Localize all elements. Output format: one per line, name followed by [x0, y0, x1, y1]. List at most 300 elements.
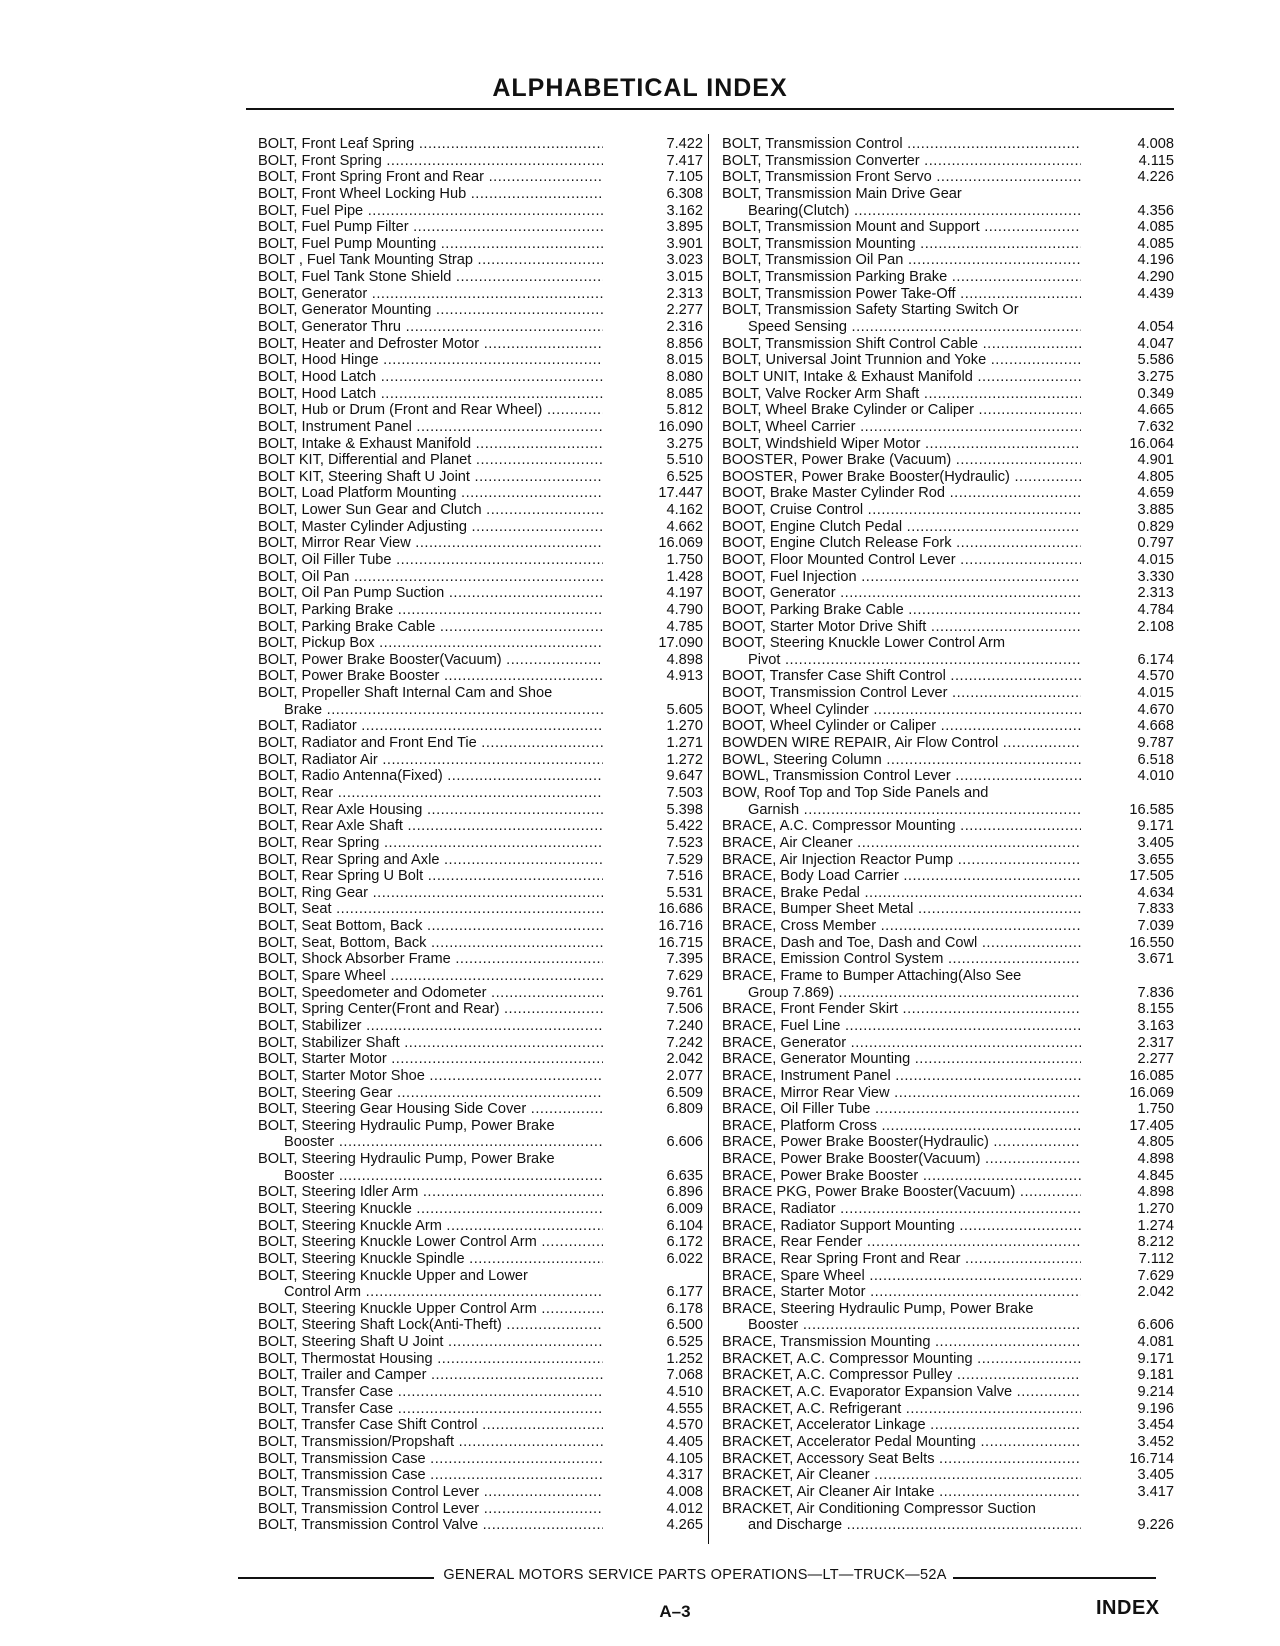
index-entry-text: BRACE, Starter Motor ..... [722, 1284, 1081, 1301]
index-entry-text: BOLT, Radiator Air ..... [258, 752, 603, 769]
index-entry-text: BOLT, Steering Knuckle Upper and Lower [258, 1267, 528, 1284]
index-entry-page: 7.417 [666, 152, 703, 169]
index-entry-page: 4.054 [1137, 319, 1174, 336]
footer-rule-left [238, 1577, 434, 1579]
index-entry [722, 436, 1174, 453]
index-entry-page: 4.662 [666, 518, 703, 535]
index-entry-text: BOLT, Generator Thru ..... [258, 319, 603, 336]
index-entry [258, 402, 703, 419]
index-entry [722, 968, 1174, 985]
index-entry [722, 569, 1174, 586]
index-entry [722, 985, 1174, 1002]
index-entry [722, 186, 1174, 203]
index-entry-page: 17.090 [658, 635, 703, 652]
index-entry-text: BOLT, Transmission Mount and Support ..... [722, 219, 1081, 236]
index-entry-text: BOLT, Rear Spring U Bolt ..... [258, 868, 603, 885]
index-entry [722, 252, 1174, 269]
index-entry [722, 369, 1174, 386]
index-entry-text: BOLT, Windshield Wiper Motor ..... [722, 436, 1081, 453]
index-entry [258, 252, 703, 269]
index-entry-text: BOLT, Shock Absorber Frame ..... [258, 951, 603, 968]
index-entry-text: BOLT, Seat ..... [258, 901, 603, 918]
index-entry-text: BOLT, Fuel Pump Filter ..... [258, 219, 603, 236]
index-entry-page: 4.197 [666, 585, 703, 602]
index-entry [258, 951, 703, 968]
index-entry-page: 6.606 [1137, 1317, 1174, 1334]
index-entry-text: BOLT, Rear ..... [258, 785, 603, 802]
index-entry [722, 1051, 1174, 1068]
index-entry-text: BRACKET, A.C. Compressor Mounting ..... [722, 1351, 1081, 1368]
index-entry-page: 1.750 [666, 552, 703, 568]
index-entry-text: BOLT, Transfer Case ..... [258, 1401, 603, 1418]
index-entry [258, 1051, 703, 1068]
index-entry-text: BOOT, Steering Knuckle Lower Control Arm [722, 635, 1006, 652]
index-entry-page: 3.275 [1137, 368, 1174, 385]
index-entry-text: BRACE, Generator Mounting ..... [722, 1051, 1081, 1068]
index-entry [258, 818, 703, 835]
index-entry-page: 4.012 [666, 1500, 703, 1517]
index-entry-text: BRACE, Bumper Sheet Metal ..... [722, 901, 1081, 918]
index-entry-text: BRACE, Platform Cross ..... [722, 1118, 1081, 1135]
index-entry-text: BOLT, Transmission Main Drive Gear [722, 185, 962, 202]
index-entry-text: BRACKET, A.C. Refrigerant ..... [722, 1401, 1081, 1418]
index-entry-text: BOLT, Transmission Safety Starting Switch Or [722, 302, 1019, 319]
index-entry-text: BOOT, Transfer Case Shift Control ..... [722, 668, 1081, 685]
index-entry-text: BOLT, Transmission Converter ..... [722, 153, 1081, 170]
index-entry-page: 16.085 [1129, 1067, 1174, 1084]
index-entry [722, 669, 1174, 686]
index-entry-text: BOLT, Transmission Case ..... [258, 1451, 603, 1468]
index-entry [258, 319, 703, 336]
index-entry [258, 918, 703, 935]
index-entry-page: 4.510 [666, 1384, 703, 1401]
index-entry-text: BOWL, Transmission Control Lever ..... [722, 768, 1081, 785]
index-entry-page: 17.505 [1129, 868, 1174, 885]
index-entry-text: BOLT, Transmission Front Servo ..... [722, 169, 1081, 186]
index-entry-text: BOLT, Stabilizer Shaft ..... [258, 1035, 603, 1052]
index-entry-page: 4.898 [1137, 1184, 1174, 1201]
index-entry [722, 169, 1174, 186]
index-entry [258, 602, 703, 619]
index-entry [258, 1451, 703, 1468]
index-entry [722, 752, 1174, 769]
index-entry [258, 785, 703, 802]
index-entry-page: 0.829 [1137, 518, 1174, 535]
index-entry [258, 718, 703, 735]
index-entry [722, 286, 1174, 303]
index-entry-page: 6.104 [666, 1217, 703, 1234]
index-entry-page: 9.196 [1137, 1400, 1174, 1417]
index-entry-page: 16.714 [1129, 1450, 1174, 1467]
index-entry-text: BOLT, Rear Axle Shaft ..... [258, 818, 603, 835]
index-entry-page: 6.178 [666, 1300, 703, 1317]
index-entry [258, 985, 703, 1002]
index-entry [722, 1301, 1174, 1318]
index-entry-text: BOLT, Load Platform Mounting ..... [258, 485, 603, 502]
index-entry-text: BRACE, Body Load Carrier ..... [722, 868, 1081, 885]
index-entry [258, 1151, 703, 1168]
index-entry [258, 1284, 703, 1301]
index-entry [258, 519, 703, 536]
index-entry-page: 4.317 [666, 1467, 703, 1484]
index-entry-text: BOLT, Fuel Pipe ..... [258, 203, 603, 220]
index-entry [258, 619, 703, 636]
index-entry-page: 5.510 [666, 452, 703, 469]
index-column-right [722, 136, 1174, 1534]
index-entry [722, 1484, 1174, 1501]
index-entry-text: BRACE, Power Brake Booster(Hydraulic) ..... [722, 1134, 1081, 1151]
index-entry-text: Garnish ..... [722, 802, 1081, 819]
index-entry [722, 951, 1174, 968]
index-entry-page: 4.008 [666, 1483, 703, 1500]
index-entry [258, 369, 703, 386]
index-entry-page: 4.805 [1137, 1134, 1174, 1151]
index-entry-page: 4.845 [1137, 1167, 1174, 1184]
index-entry-text: BOOT, Brake Master Cylinder Rod ..... [722, 485, 1081, 502]
index-entry-text: BRACE, Radiator Support Mounting ..... [722, 1218, 1081, 1235]
index-entry [722, 585, 1174, 602]
index-entry-text: BOLT, Hood Hinge ..... [258, 352, 603, 369]
index-entry-page: 4.901 [1137, 452, 1174, 469]
index-entry [258, 485, 703, 502]
index-entry-text: BOLT, Steering Gear Housing Side Cover ..... [258, 1101, 603, 1118]
index-entry-text: BOLT, Spring Center(Front and Rear) ..... [258, 1001, 603, 1018]
index-entry-text: BOLT, Oil Pan Pump Suction ..... [258, 585, 603, 602]
index-entry-page: 4.047 [1137, 335, 1174, 352]
index-entry-page: 2.042 [666, 1051, 703, 1068]
index-entry-page: 4.805 [1137, 468, 1174, 485]
index-entry-page: 6.518 [1137, 751, 1174, 768]
index-entry-page: 3.163 [1137, 1017, 1174, 1034]
index-entry [258, 136, 703, 153]
index-entry-text: BOOT, Engine Clutch Release Fork ..... [722, 535, 1081, 552]
index-entry-page: 4.785 [666, 618, 703, 635]
index-column-left [258, 136, 703, 1534]
index-entry-page: 16.069 [1129, 1084, 1174, 1101]
index-entry-text: BRACKET, A.C. Compressor Pulley ..... [722, 1367, 1081, 1384]
index-entry-text: BOLT KIT, Steering Shaft U Joint ..... [258, 469, 603, 486]
index-entry-text: BOOSTER, Power Brake (Vacuum) ..... [722, 452, 1081, 469]
index-entry [722, 1284, 1174, 1301]
index-entry [258, 552, 703, 569]
index-entry [722, 1218, 1174, 1235]
column-divider [708, 134, 709, 1544]
index-entry-text: BOOSTER, Power Brake Booster(Hydraulic) ..... [722, 469, 1081, 486]
index-entry [722, 1417, 1174, 1434]
index-entry-page: 4.405 [666, 1433, 703, 1450]
index-entry [722, 1151, 1174, 1168]
index-entry-page: 4.008 [1137, 135, 1174, 152]
index-entry-text: BOLT, Steering Knuckle Upper Control Arm ..... [258, 1301, 603, 1318]
index-entry-text: Pivot ..... [722, 652, 1081, 669]
index-entry-page: 2.108 [1137, 618, 1174, 635]
index-entry [258, 1484, 703, 1501]
index-entry-page: 6.308 [666, 185, 703, 202]
index-entry-page: 7.836 [1137, 984, 1174, 1001]
index-entry [258, 352, 703, 369]
index-entry-page: 2.277 [1137, 1051, 1174, 1068]
index-entry [258, 269, 703, 286]
index-entry-page: 4.081 [1137, 1334, 1174, 1351]
index-entry-text: BOLT, Speedometer and Odometer ..... [258, 985, 603, 1002]
index-entry [722, 469, 1174, 486]
index-entry-text: BRACE, A.C. Compressor Mounting ..... [722, 818, 1081, 835]
index-entry-page: 4.290 [1137, 269, 1174, 286]
index-entry-text: BRACE, Air Cleaner ..... [722, 835, 1081, 852]
index-entry-text: BRACKET, Air Cleaner ..... [722, 1467, 1081, 1484]
index-entry-text: BRACE, Cross Member ..... [722, 918, 1081, 935]
index-entry-text: BOLT, Transmission Case ..... [258, 1467, 603, 1484]
index-entry-text: BRACE, Instrument Panel ..... [722, 1068, 1081, 1085]
index-entry-text: BOLT, Lower Sun Gear and Clutch ..... [258, 502, 603, 519]
index-entry [722, 485, 1174, 502]
index-entry-page: 4.085 [1137, 219, 1174, 236]
index-entry [722, 735, 1174, 752]
index-entry-page: 6.509 [666, 1084, 703, 1101]
index-entry-text: BOLT, Steering Knuckle Lower Control Arm ..... [258, 1234, 603, 1251]
index-entry-text: Booster ..... [258, 1134, 603, 1151]
index-entry [258, 302, 703, 319]
index-entry-page: 2.313 [1137, 585, 1174, 602]
index-entry [258, 1351, 703, 1368]
index-entry-text: Brake ..... [258, 702, 603, 719]
index-entry-page: 9.171 [1137, 818, 1174, 835]
index-entry-page: 3.454 [1137, 1417, 1174, 1434]
index-entry-text: BOLT, Trailer and Camper ..... [258, 1367, 603, 1384]
index-entry-text: BOOT, Starter Motor Drive Shift ..... [722, 619, 1081, 636]
index-entry-page: 3.895 [666, 219, 703, 236]
index-entry-page: 2.317 [1137, 1034, 1174, 1051]
index-entry-page: 16.550 [1129, 934, 1174, 951]
index-entry-text: BOLT, Spare Wheel ..... [258, 968, 603, 985]
index-entry-page: 1.271 [666, 735, 703, 752]
index-entry-page: 1.428 [666, 568, 703, 585]
index-entry-page: 4.555 [666, 1400, 703, 1417]
index-entry-page: 8.085 [666, 385, 703, 402]
index-entry [258, 1168, 703, 1185]
index-entry [722, 1101, 1174, 1118]
index-entry-text: BOLT, Transmission Mounting ..... [722, 236, 1081, 253]
index-entry-page: 16.069 [658, 535, 703, 552]
index-entry-text: BOLT, Valve Rocker Arm Shaft ..... [722, 386, 1081, 403]
index-entry-page: 3.405 [1137, 1467, 1174, 1484]
index-entry [258, 885, 703, 902]
index-entry [258, 169, 703, 186]
index-entry-text: BOLT, Steering Hydraulic Pump, Power Brake [258, 1151, 555, 1168]
index-entry-text: BOLT, Steering Shaft U Joint ..... [258, 1334, 603, 1351]
index-entry-text: BRACE, Fuel Line ..... [722, 1018, 1081, 1035]
index-entry-text: BOLT, Front Spring Front and Rear ..... [258, 169, 603, 186]
index-entry-text: BOLT, Power Brake Booster ..... [258, 668, 603, 685]
index-entry-page: 4.668 [1137, 718, 1174, 735]
index-entry [258, 336, 703, 353]
index-entry-page: 1.272 [666, 751, 703, 768]
index-entry-text: BOLT , Fuel Tank Mounting Strap ..... [258, 252, 603, 269]
index-entry [722, 1068, 1174, 1085]
index-entry [722, 219, 1174, 236]
index-entry-page: 3.162 [666, 202, 703, 219]
index-entry-text: BOLT, Transmission Oil Pan ..... [722, 252, 1081, 269]
index-entry-page: 17.447 [658, 485, 703, 502]
index-entry-text: BRACE, Oil Filler Tube ..... [722, 1101, 1081, 1118]
index-entry-text: BRACKET, Accelerator Linkage ..... [722, 1417, 1081, 1434]
index-entry [722, 818, 1174, 835]
index-entry-page: 4.665 [1137, 402, 1174, 419]
index-entry [722, 1401, 1174, 1418]
index-entry [722, 1467, 1174, 1484]
index-entry [258, 768, 703, 785]
index-entry [722, 768, 1174, 785]
index-entry [258, 852, 703, 869]
index-entry [258, 1118, 703, 1135]
index-entry-text: BOLT, Fuel Tank Stone Shield ..... [258, 269, 603, 286]
index-entry [722, 236, 1174, 253]
index-entry-page: 2.077 [666, 1067, 703, 1084]
index-entry [258, 901, 703, 918]
index-entry-text: and Discharge ..... [722, 1517, 1081, 1534]
index-entry-text: BOLT, Front Leaf Spring ..... [258, 136, 603, 153]
index-entry-text: BOLT, Front Spring ..... [258, 153, 603, 170]
index-entry [722, 635, 1174, 652]
index-entry-page: 9.787 [1137, 735, 1174, 752]
index-entry [258, 752, 703, 769]
index-entry-page: 16.715 [658, 934, 703, 951]
index-entry-page: 7.395 [666, 951, 703, 968]
index-entry-page: 7.629 [666, 968, 703, 985]
index-entry-text: BOOT, Wheel Cylinder or Caliper ..... [722, 718, 1081, 735]
index-entry-page: 16.585 [1129, 801, 1174, 818]
index-entry-page: 1.750 [1137, 1101, 1174, 1118]
index-entry-text: Group 7.869) ..... [722, 985, 1081, 1002]
index-entry [722, 718, 1174, 735]
index-entry [722, 835, 1174, 852]
index-entry-page: 7.105 [666, 169, 703, 186]
index-entry [258, 1085, 703, 1102]
index-entry-text: BOLT, Fuel Pump Mounting ..... [258, 236, 603, 253]
index-entry [258, 1068, 703, 1085]
index-entry [722, 386, 1174, 403]
index-entry [722, 269, 1174, 286]
index-entry-page: 3.015 [666, 269, 703, 286]
index-entry-page: 6.809 [666, 1101, 703, 1118]
index-entry-page: 3.023 [666, 252, 703, 269]
index-entry-page: 1.252 [666, 1350, 703, 1367]
index-entry-text: BRACKET, Air Conditioning Compressor Suction [722, 1500, 1036, 1517]
index-entry [258, 203, 703, 220]
index-entry-text: BOLT, Transfer Case ..... [258, 1384, 603, 1401]
index-entry-text: BOLT, Steering Idler Arm ..... [258, 1184, 603, 1201]
index-entry-text: Speed Sensing ..... [722, 319, 1081, 336]
index-entry [722, 652, 1174, 669]
index-entry-text: Booster ..... [722, 1317, 1081, 1334]
index-entry-text: BOLT, Transmission Shift Control Cable ..... [722, 336, 1081, 353]
index-entry-page: 6.174 [1137, 651, 1174, 668]
index-entry-text: BRACKET, A.C. Evaporator Expansion Valve ..... [722, 1384, 1081, 1401]
index-entry [258, 685, 703, 702]
index-entry-page: 9.647 [666, 768, 703, 785]
index-entry [722, 1317, 1174, 1334]
index-entry-page: 16.090 [658, 418, 703, 435]
index-entry-page: 8.015 [666, 352, 703, 369]
index-entry [258, 386, 703, 403]
index-entry-text: BOLT, Transfer Case Shift Control ..... [258, 1417, 603, 1434]
index-entry-page: 6.172 [666, 1234, 703, 1251]
index-entry-text: BOLT, Rear Spring ..... [258, 835, 603, 852]
index-entry [258, 1134, 703, 1151]
index-entry-page: 8.856 [666, 335, 703, 352]
index-entry-page: 4.634 [1137, 884, 1174, 901]
index-entry [258, 1234, 703, 1251]
index-entry-page: 3.330 [1137, 568, 1174, 585]
index-entry [258, 153, 703, 170]
index-entry [258, 835, 703, 852]
index-entry [258, 635, 703, 652]
index-entry [722, 785, 1174, 802]
index-entry-text: BOLT, Wheel Brake Cylinder or Caliper ..... [722, 402, 1081, 419]
index-entry-text: BRACE, Radiator ..... [722, 1201, 1081, 1218]
index-entry-page: 2.313 [666, 285, 703, 302]
index-entry [722, 1201, 1174, 1218]
index-entry-text: BOLT, Oil Pan ..... [258, 569, 603, 586]
index-entry-text: BOLT, Transmission Control Lever ..... [258, 1501, 603, 1518]
index-entry [258, 1268, 703, 1285]
index-entry-page: 17.405 [1129, 1117, 1174, 1134]
index-entry-page: 4.659 [1137, 485, 1174, 502]
index-entry [722, 519, 1174, 536]
index-entry-page: 5.586 [1137, 352, 1174, 369]
index-entry [258, 1101, 703, 1118]
index-entry [722, 802, 1174, 819]
index-entry [258, 1301, 703, 1318]
index-entry-text: BRACE, Air Injection Reactor Pump ..... [722, 852, 1081, 869]
index-entry-page: 5.531 [666, 884, 703, 901]
index-entry-page: 5.398 [666, 801, 703, 818]
index-entry-page: 6.525 [666, 468, 703, 485]
index-entry-page: 4.898 [666, 651, 703, 668]
index-entry [258, 652, 703, 669]
index-entry-text: BRACE, Brake Pedal ..... [722, 885, 1081, 902]
index-entry-page: 2.042 [1137, 1284, 1174, 1301]
index-entry-text: BOLT, Seat, Bottom, Back ..... [258, 935, 603, 952]
index-entry-text: BOOT, Parking Brake Cable ..... [722, 602, 1081, 619]
index-entry-page: 7.629 [1137, 1267, 1174, 1284]
index-entry-text: BOLT, Front Wheel Locking Hub ..... [258, 186, 603, 203]
index-entry-page: 6.525 [666, 1334, 703, 1351]
index-entry-page: 5.812 [666, 402, 703, 419]
index-entry-text: BRACE, Power Brake Booster ..... [722, 1168, 1081, 1185]
index-entry [722, 852, 1174, 869]
section-label: INDEX [1096, 1597, 1160, 1619]
index-entry-text: BRACE PKG, Power Brake Booster(Vacuum) ..... [722, 1184, 1081, 1201]
index-entry-text: BRACE, Rear Fender ..... [722, 1234, 1081, 1251]
index-entry-page: 4.356 [1137, 202, 1174, 219]
index-entry-page: 4.015 [1137, 685, 1174, 702]
index-entry [722, 535, 1174, 552]
index-entry-text: BOLT, Mirror Rear View ..... [258, 535, 603, 552]
index-entry-text: BRACE, Frame to Bumper Attaching(Also See [722, 968, 1022, 985]
index-entry-page: 1.270 [1137, 1200, 1174, 1217]
index-entry [722, 1035, 1174, 1052]
index-entry-text: BOLT, Power Brake Booster(Vacuum) ..... [258, 652, 603, 669]
index-entry-text: BOLT, Generator Mounting ..... [258, 302, 603, 319]
index-entry [722, 1501, 1174, 1518]
index-entry-page: 4.913 [666, 668, 703, 685]
index-entry-text: Booster ..... [258, 1168, 603, 1185]
index-entry-text: Bearing(Clutch) ..... [722, 203, 1081, 220]
index-entry-page: 16.686 [658, 901, 703, 918]
index-entry-text: BOLT, Generator ..... [258, 286, 603, 303]
index-entry [722, 336, 1174, 353]
